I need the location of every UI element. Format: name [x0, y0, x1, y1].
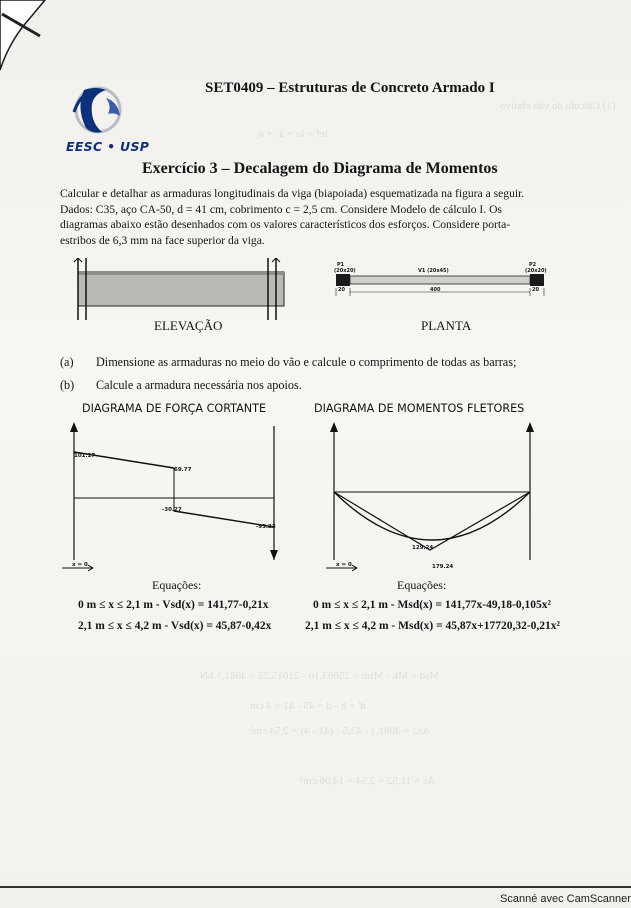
moment-value-mid: 129.24 [412, 545, 434, 551]
plan-p1-size: (20x20) [334, 268, 356, 274]
plan-left-support: 20 [338, 287, 345, 293]
plan-right-support: 20 [532, 287, 539, 293]
moment-chord [334, 492, 530, 550]
plan-p1-label: P1 [337, 262, 345, 268]
moment-parabola [334, 492, 530, 540]
shear-value-mid-left: 69.77 [174, 467, 192, 473]
arrow-up-icon [70, 422, 78, 432]
moment-equation: 0 m ≤ x ≤ 2,1 m - Msd(x) = 141,77x-49,18-0,105x² [313, 599, 551, 611]
shear-force-diagram [62, 420, 292, 580]
bleed-through-text: As = 11,52 + 2,54 = 14,06 cm² [300, 775, 436, 787]
bleed-through-text: d' = h - d = 45 - 41 = 4 cm [250, 700, 366, 712]
shear-equation: 0 m ≤ x ≤ 2,1 m - Vsd(x) = 141,77-0,21x [78, 599, 269, 611]
exercise-heading: Exercício 3 – Decalagem do Diagrama de Momentos [142, 160, 498, 177]
arrow-up-icon [330, 422, 338, 432]
moment-value-max: 179.24 [432, 564, 454, 570]
corner-fold-mark [0, 0, 60, 90]
statement-line: Calcular e detalhar as armaduras longitudinais da viga (biapoiada) esquematizada na figura a seguir. [60, 187, 525, 200]
page-bottom-border [0, 886, 631, 888]
moment-equations-header: Equações: [397, 578, 447, 592]
bleed-through-text: lef = lo + a₁ + a₂ [255, 128, 328, 140]
shear-equation: 2,1 m ≤ x ≤ 4,2 m - Vsd(x) = 45,87-0,42x [78, 620, 272, 632]
statement-line: Dados: C35, aço CA-50, d = 41 cm, cobrimento c = 2,5 cm. Considere Modelo de cálculo I. Os [60, 202, 502, 216]
moment-x-origin: x = 0 [336, 562, 352, 568]
plan-label: PLANTA [421, 318, 472, 333]
question-label: (a) [60, 355, 74, 369]
statement-line: estribos de 6,3 mm na face superior da viga. [60, 233, 265, 247]
shear-value-start: 101.27 [74, 453, 96, 459]
moment-equation: 2,1 m ≤ x ≤ 4,2 m - Msd(x) = 45,87x+17720,32-0,21x² [305, 620, 561, 632]
bleed-through-text: (1) Cálculo do vão efetivo [500, 100, 616, 112]
shear-diagram-title: DIAGRAMA DE FORÇA CORTANTE [82, 402, 267, 415]
plan-p2-label: P2 [529, 262, 537, 268]
shear-value-mid-right: -30.27 [162, 507, 182, 513]
logo-text: EESC • USP [66, 139, 150, 154]
elevation-label: ELEVAÇÃO [154, 318, 223, 333]
bleed-through-text: Msd = Mk - Mfm = 25093,10 - 21015,25 = 4081,1 kN [200, 670, 440, 682]
moment-diagram-title: DIAGRAMA DE MOMENTOS FLETORES [314, 402, 525, 415]
arrow-down-icon [270, 550, 278, 560]
plan-p2-size: (20x20) [525, 268, 547, 274]
shear-equations-header: Equações: [152, 578, 202, 592]
plan-span: 400 [430, 287, 441, 293]
eesc-usp-logo-icon [62, 82, 132, 142]
statement-line: diagramas abaixo estão desenhados com os valores característicos dos esforços. Considere porta- [60, 218, 511, 232]
elevation-figure [70, 258, 295, 320]
arrow-up-icon [526, 422, 534, 432]
bleed-through-text: As2 = 4081,1 / 43,5 · (41 - 4) = 2,54 cm² [250, 725, 431, 737]
shear-x-origin: x = 0 [72, 562, 88, 568]
scanner-watermark: Scanné avec CamScanner [500, 893, 631, 905]
course-title: SET0409 – Estruturas de Concreto Armado I [205, 80, 495, 96]
question-text: Calcule a armadura necessária nos apoios. [96, 378, 302, 392]
plan-v1-label: V1 (20x45) [418, 268, 449, 274]
question-label: (b) [60, 378, 75, 392]
question-text: Dimensione as armaduras no meio do vão e calcule o comprimento de todas as barras; [96, 355, 517, 369]
shear-negative-region [174, 498, 274, 527]
bending-moment-diagram [326, 420, 546, 580]
exercise-statement [60, 186, 582, 248]
shear-value-end: -93.23 [256, 524, 276, 530]
